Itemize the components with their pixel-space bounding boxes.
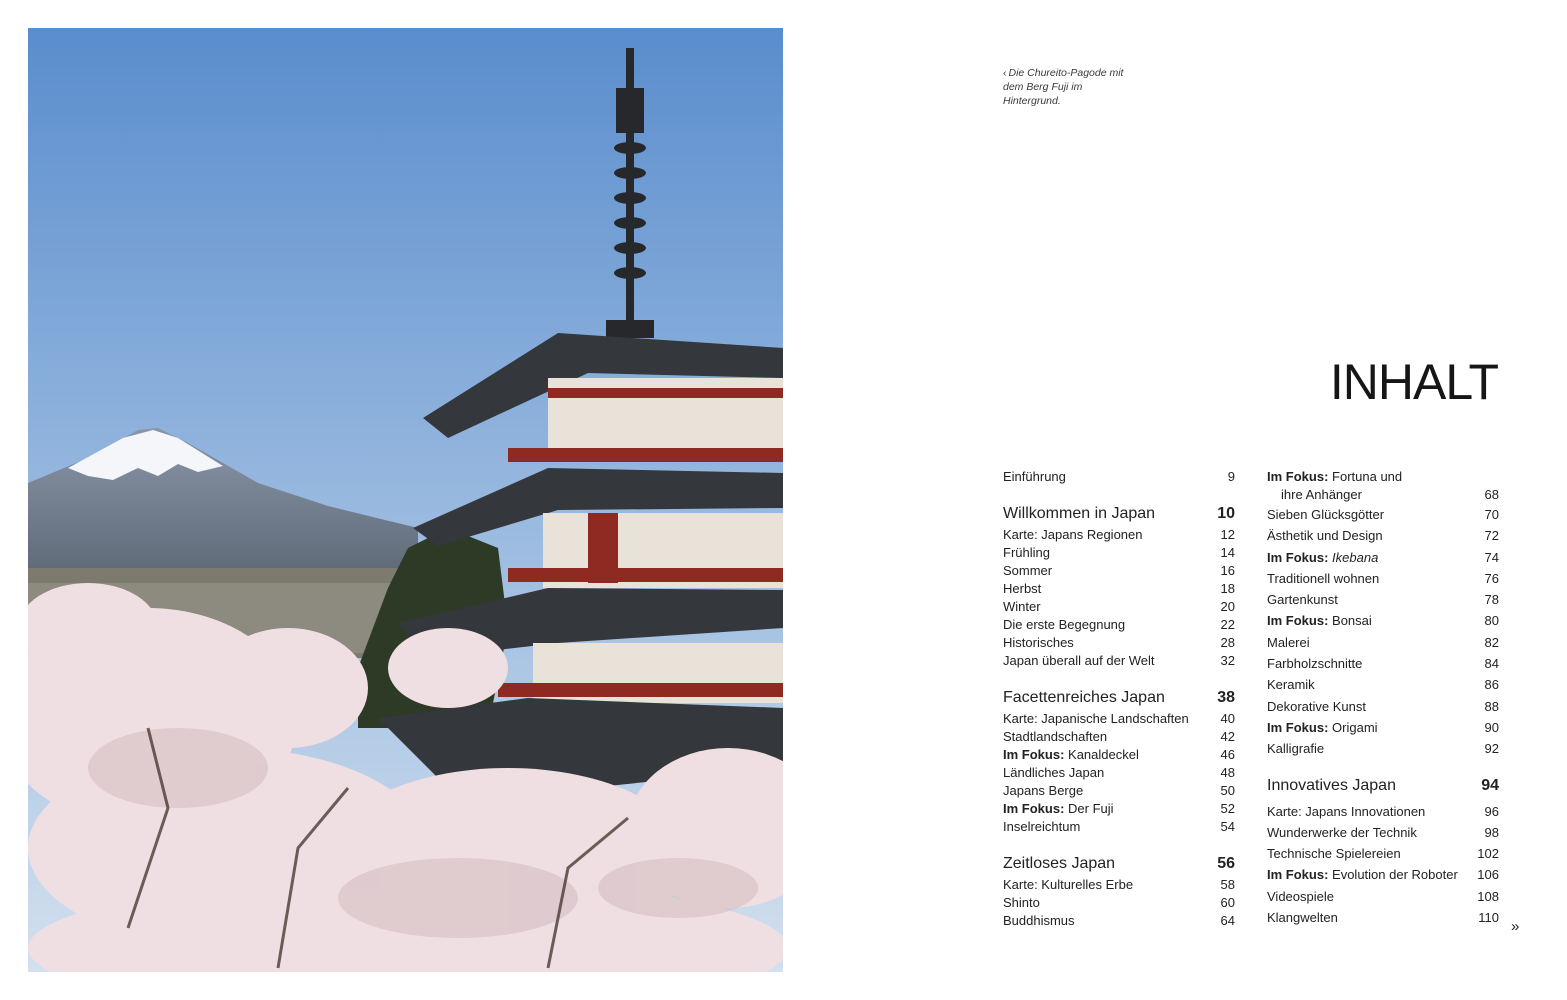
toc-section-page: 56 xyxy=(1217,855,1235,872)
toc-entry-label: Dekorative Kunst xyxy=(1267,698,1366,714)
toc-entry-label-text: Der Fuji xyxy=(1068,801,1114,816)
caption-arrow-icon: ‹ xyxy=(1003,67,1007,79)
toc-entry-label: Gartenkunst xyxy=(1267,592,1338,608)
page-title: INHALT xyxy=(1329,354,1498,410)
toc-entry[interactable] xyxy=(1003,746,1235,764)
toc-entry[interactable] xyxy=(1003,562,1235,580)
toc-entry-page: 52 xyxy=(1220,801,1235,816)
toc-entry-label: Sieben Glücksgötter xyxy=(1267,507,1385,522)
toc-entry-label: Karte: Japans Regionen xyxy=(1003,527,1143,542)
toc-entry-label xyxy=(1267,717,1378,738)
toc-entry-page: 46 xyxy=(1220,747,1235,762)
toc-section-title: Zeitloses Japan xyxy=(1003,855,1116,872)
toc-entry-label: Ästhetik und Design xyxy=(1267,528,1383,544)
toc-section-heading[interactable] xyxy=(1003,686,1235,710)
toc-entry-page: 12 xyxy=(1220,527,1235,542)
toc-section-page: 94 xyxy=(1481,776,1499,794)
toc-entry-label: Karte: Japans Innovationen xyxy=(1267,803,1426,819)
toc-entry[interactable] xyxy=(1267,674,1499,695)
toc-entry[interactable] xyxy=(1003,876,1235,894)
toc-entry[interactable] xyxy=(1003,598,1235,616)
toc-entry-label-text: Ikebana xyxy=(1332,549,1379,565)
toc-entry[interactable] xyxy=(1267,886,1499,907)
toc-section-heading[interactable] xyxy=(1003,852,1235,876)
toc-entry[interactable] xyxy=(1003,468,1235,486)
caption-text: Die Chureito-Pagode mit dem Berg Fuji im Hintergrund. xyxy=(1003,67,1124,107)
toc-entry-label: Karte: Kulturelles Erbe xyxy=(1003,877,1134,892)
toc-entry[interactable] xyxy=(1003,710,1235,728)
toc-section-heading[interactable] xyxy=(1267,774,1499,798)
toc-entry-label: Einführung xyxy=(1003,469,1066,484)
toc-entry-page: 86 xyxy=(1484,677,1499,693)
toc-entry-label: Inselreichtum xyxy=(1003,819,1081,834)
toc-entry-label: Die erste Begegnung xyxy=(1003,617,1126,632)
toc-entry-label: Shinto xyxy=(1003,895,1040,910)
toc-entry-page: 48 xyxy=(1220,765,1235,780)
toc-entry-page: 88 xyxy=(1484,698,1499,714)
toc-entry-page: 108 xyxy=(1477,888,1499,904)
toc-entry[interactable] xyxy=(1267,504,1499,525)
toc-section-page: 38 xyxy=(1217,689,1235,706)
toc-entry-label: Historisches xyxy=(1003,635,1074,650)
toc-entry[interactable] xyxy=(1003,782,1235,800)
toc-entry-page: 50 xyxy=(1220,783,1235,798)
im-fokus-prefix: Im Fokus: xyxy=(1267,549,1329,565)
toc-entry-label: Technische Spielereien xyxy=(1267,846,1401,862)
toc-entry-label xyxy=(1267,547,1378,568)
toc-entry[interactable] xyxy=(1267,568,1499,589)
toc-entry-label-line2: ihre Anhänger xyxy=(1281,487,1362,502)
toc-entry-label: Farbholzschnitte xyxy=(1267,656,1363,672)
toc-entry-label: Kalligrafie xyxy=(1267,741,1325,757)
im-fokus-prefix: Im Fokus: xyxy=(1267,867,1329,883)
toc-entry-page: 102 xyxy=(1477,846,1499,862)
toc-entry-page: 32 xyxy=(1220,653,1235,668)
toc-entry[interactable] xyxy=(1267,468,1499,504)
toc-section-title: Facettenreiches Japan xyxy=(1003,689,1165,706)
toc-entry-label-text: Evolution der Roboter xyxy=(1332,867,1458,883)
toc-entry[interactable] xyxy=(1003,652,1235,670)
toc-entry[interactable] xyxy=(1003,764,1235,782)
toc-entry[interactable] xyxy=(1267,843,1499,864)
toc-entry-label xyxy=(1003,746,1139,764)
toc-entry-page: 14 xyxy=(1220,545,1235,560)
toc-entry[interactable] xyxy=(1267,696,1499,717)
toc-entry-page: 42 xyxy=(1220,729,1235,744)
toc-entry-page: 76 xyxy=(1484,570,1499,586)
toc-entry-page: 78 xyxy=(1484,592,1499,608)
toc-entry-page: 18 xyxy=(1220,581,1235,596)
toc-entry-page: 28 xyxy=(1220,635,1235,650)
toc-entry-label: Stadtlandschaften xyxy=(1003,729,1108,744)
toc-entry-label: Keramik xyxy=(1267,677,1315,693)
toc-column-left xyxy=(1003,468,1235,930)
continue-arrow-icon[interactable]: » xyxy=(1511,918,1520,935)
toc-entry-page: 68 xyxy=(1484,487,1499,502)
toc-entry-page: 54 xyxy=(1220,819,1235,834)
toc-entry-label: Malerei xyxy=(1267,634,1310,650)
cover-photo xyxy=(28,28,783,972)
toc-entry[interactable] xyxy=(1267,632,1499,653)
toc-section-page: 10 xyxy=(1217,505,1235,522)
toc-entry-label: Buddhismus xyxy=(1003,913,1075,928)
toc-entry-label: Frühling xyxy=(1003,545,1050,560)
toc-entry-page: 84 xyxy=(1484,656,1499,672)
toc-entry-page: 82 xyxy=(1484,634,1499,650)
toc-entry[interactable] xyxy=(1003,800,1235,818)
toc-entry-page: 98 xyxy=(1484,824,1499,840)
toc-section-heading[interactable] xyxy=(1003,502,1235,526)
toc-entry-page: 16 xyxy=(1220,563,1235,578)
toc-entry[interactable] xyxy=(1267,801,1499,822)
toc-entry-label: Videospiele xyxy=(1267,888,1334,904)
toc-entry-page: 96 xyxy=(1484,803,1499,819)
toc-entry[interactable] xyxy=(1267,717,1499,738)
toc-entry[interactable] xyxy=(1267,653,1499,674)
toc-entry-label-text: Kanaldeckel xyxy=(1068,747,1139,762)
toc-entry-label xyxy=(1267,468,1402,504)
toc-entry-page: 92 xyxy=(1484,741,1499,757)
toc-entry-label: Ländliches Japan xyxy=(1003,765,1105,780)
toc-section-title: Willkommen in Japan xyxy=(1003,505,1156,522)
toc-entry[interactable] xyxy=(1003,580,1235,598)
toc-entry-page: 60 xyxy=(1220,895,1235,910)
toc-entry-label: Herbst xyxy=(1003,581,1042,596)
toc-entry[interactable] xyxy=(1003,634,1235,652)
photo-caption xyxy=(1003,66,1143,108)
toc-entry-label-text: Bonsai xyxy=(1332,613,1372,629)
toc-entry-page: 20 xyxy=(1220,599,1235,614)
toc-entry[interactable] xyxy=(1003,912,1235,930)
toc-entry-label xyxy=(1267,610,1372,631)
toc-entry-page: 80 xyxy=(1484,613,1499,629)
toc-entry-page: 90 xyxy=(1484,719,1499,735)
toc-entry-page: 58 xyxy=(1220,877,1235,892)
toc-entry[interactable] xyxy=(1267,547,1499,568)
toc-entry-label xyxy=(1003,800,1114,818)
toc-entry[interactable] xyxy=(1003,894,1235,912)
toc-entry-page: 22 xyxy=(1220,617,1235,632)
toc-entry-label: Klangwelten xyxy=(1267,910,1338,926)
im-fokus-prefix: Im Fokus: xyxy=(1003,801,1065,816)
im-fokus-prefix: Im Fokus: xyxy=(1267,613,1329,629)
toc-entry[interactable] xyxy=(1003,526,1235,544)
toc-entry-page: 9 xyxy=(1227,469,1235,484)
toc-entry[interactable] xyxy=(1267,822,1499,843)
toc-entry-page: 110 xyxy=(1478,910,1499,926)
toc-entry-page: 70 xyxy=(1484,507,1499,522)
toc-entry-label: Winter xyxy=(1003,599,1041,614)
toc-entry-label: Sommer xyxy=(1003,563,1053,578)
toc-entry[interactable] xyxy=(1267,738,1499,759)
im-fokus-prefix: Im Fokus: xyxy=(1267,469,1329,484)
toc-entry-page: 106 xyxy=(1477,867,1499,883)
toc-entry-label-text: Fortuna und xyxy=(1332,469,1403,484)
im-fokus-prefix: Im Fokus: xyxy=(1267,719,1329,735)
toc-entry-page: 64 xyxy=(1220,913,1235,928)
toc-entry-label: Japan überall auf der Welt xyxy=(1003,653,1155,668)
toc-entry-page: 74 xyxy=(1484,549,1499,565)
toc-entry-label: Karte: Japanische Landschaften xyxy=(1003,711,1189,726)
toc-entry[interactable] xyxy=(1267,864,1499,885)
toc-entry-page: 40 xyxy=(1220,711,1235,726)
toc-entry-page: 72 xyxy=(1484,528,1499,544)
pagoda-fuji-illustration xyxy=(28,28,783,972)
toc-section-title: Innovatives Japan xyxy=(1267,776,1396,794)
toc-entry[interactable] xyxy=(1267,610,1499,631)
toc-entry[interactable] xyxy=(1267,589,1499,610)
toc-entry[interactable] xyxy=(1003,616,1235,634)
im-fokus-prefix: Im Fokus: xyxy=(1003,747,1065,762)
toc-entry[interactable] xyxy=(1267,525,1499,546)
toc-column-right xyxy=(1267,468,1499,928)
toc-entry-label-text: Origami xyxy=(1332,719,1378,735)
toc-entry[interactable] xyxy=(1003,544,1235,562)
toc-entry-label xyxy=(1267,864,1458,885)
toc-entry[interactable] xyxy=(1003,818,1235,836)
toc-entry[interactable] xyxy=(1267,907,1499,928)
toc-entry-label: Traditionell wohnen xyxy=(1267,570,1380,586)
toc-entry-label: Japans Berge xyxy=(1003,783,1084,798)
toc-entry-label: Wunderwerke der Technik xyxy=(1267,824,1417,840)
toc-entry[interactable] xyxy=(1003,728,1235,746)
